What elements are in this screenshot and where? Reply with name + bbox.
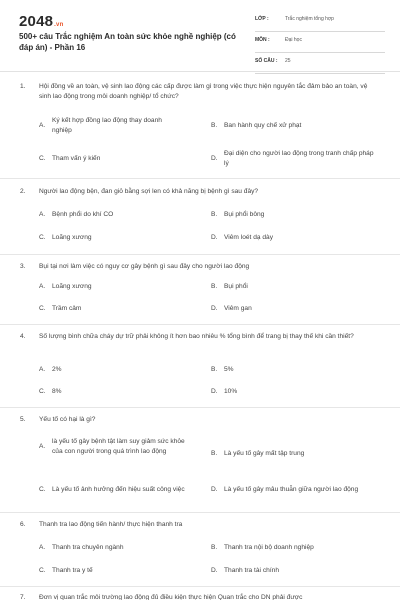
option-d[interactable] bbox=[211, 566, 374, 576]
meta-row-subject bbox=[255, 35, 385, 53]
option-text: Loãng xương bbox=[52, 234, 92, 241]
question-divider bbox=[0, 586, 400, 587]
option-text: Thanh tra tài chính bbox=[224, 567, 279, 574]
option-letter: D. bbox=[211, 486, 218, 493]
option-b[interactable] bbox=[211, 449, 374, 459]
option-text: Là yếu tố gây mâu thuẫn giữa người lao động bbox=[224, 486, 359, 493]
option-letter: C. bbox=[39, 234, 46, 241]
option-a[interactable] bbox=[39, 365, 172, 375]
option-letter: C. bbox=[39, 486, 46, 493]
question-number: 7. bbox=[20, 594, 26, 600]
question-body: Bụi tại nơi làm việc có nguy cơ gây bệnh gì sau đây cho người lao động bbox=[39, 263, 250, 270]
question-number: 3. bbox=[20, 263, 26, 270]
option-text: là yếu tố gây bệnh tật làm suy giảm sức khỏe của con người trong quá trình lao động bbox=[52, 438, 185, 455]
meta-count-value: 25 bbox=[285, 58, 291, 64]
option-d[interactable] bbox=[211, 304, 374, 314]
option-text: Là yếu tố ảnh hưởng đến hiệu suất công việc bbox=[52, 486, 185, 493]
option-text: Trầm cảm bbox=[52, 305, 82, 312]
option-a[interactable] bbox=[39, 437, 187, 457]
option-letter: A. bbox=[39, 122, 46, 129]
option-c[interactable] bbox=[39, 387, 172, 397]
option-d[interactable] bbox=[211, 233, 374, 243]
option-text: Thanh tra y tế bbox=[52, 567, 93, 574]
question-text bbox=[20, 262, 390, 272]
question-body: Thanh tra lao động tiến hành/ thực hiện thanh tra bbox=[39, 521, 183, 528]
option-letter: B. bbox=[211, 283, 218, 290]
option-text: Thanh tra nội bộ doanh nghiệp bbox=[224, 544, 314, 551]
option-text: Bụi phổi bông bbox=[224, 211, 265, 218]
option-letter: D. bbox=[211, 155, 218, 162]
question-divider bbox=[0, 512, 400, 513]
option-d[interactable] bbox=[211, 485, 374, 495]
option-b[interactable] bbox=[211, 121, 374, 131]
option-letter: D. bbox=[211, 305, 218, 312]
option-letter: C. bbox=[39, 567, 46, 574]
meta-class-label: LỚP : bbox=[255, 16, 269, 22]
meta-row-class bbox=[255, 14, 385, 32]
question-text bbox=[20, 82, 390, 102]
site-logo[interactable] bbox=[19, 13, 63, 30]
meta-subject-label: MÔN : bbox=[255, 37, 270, 43]
option-a[interactable] bbox=[39, 282, 172, 292]
option-b[interactable] bbox=[211, 210, 374, 220]
option-letter: A. bbox=[39, 283, 46, 290]
option-letter: A. bbox=[39, 443, 46, 450]
option-text: 10% bbox=[224, 388, 238, 395]
logo-suffix: .vn bbox=[54, 22, 64, 28]
option-c[interactable] bbox=[39, 304, 172, 314]
option-letter: B. bbox=[211, 366, 218, 373]
option-text: Ban hành quy chế xử phạt bbox=[224, 122, 302, 129]
question-7 bbox=[20, 593, 390, 600]
option-c[interactable] bbox=[39, 154, 172, 164]
option-text: Thanh tra chuyên ngành bbox=[52, 544, 124, 551]
option-text: 8% bbox=[52, 388, 62, 395]
option-letter: B. bbox=[211, 122, 218, 129]
option-letter: C. bbox=[39, 155, 46, 162]
option-text: 2% bbox=[52, 366, 62, 373]
question-2 bbox=[20, 187, 390, 197]
meta-count-label: SỐ CÂU : bbox=[255, 58, 278, 64]
question-body: Hội đồng về an toàn, vệ sinh lao động các cấp được làm gì trong việc thực hiện nguyên tắc đảm bảo an toàn, vệ sinh lao động trong môi doanh nghiệp/ tổ chức? bbox=[39, 83, 368, 100]
question-text bbox=[20, 187, 390, 197]
option-text: Là yếu tố gây mất tập trung bbox=[224, 450, 305, 457]
question-number: 5. bbox=[20, 416, 26, 423]
option-d[interactable] bbox=[211, 387, 374, 397]
option-text: Ký kết hợp đồng lao động thay doanh nghiệp bbox=[52, 117, 162, 134]
option-text: Tham vấn ý kiến bbox=[52, 155, 101, 162]
option-c[interactable] bbox=[39, 566, 172, 576]
option-text: Bệnh phổi do khí CO bbox=[52, 211, 114, 218]
header-divider bbox=[0, 71, 400, 72]
question-body: Yếu tố có hại là gì? bbox=[39, 416, 96, 423]
question-body: Người lao động bện, đan giỏ bằng sợi len có khả năng bị bệnh gì sau đây? bbox=[39, 188, 259, 195]
option-a[interactable] bbox=[39, 116, 172, 136]
option-b[interactable] bbox=[211, 543, 374, 553]
option-letter: A. bbox=[39, 544, 46, 551]
question-divider bbox=[0, 324, 400, 325]
option-letter: B. bbox=[211, 211, 218, 218]
option-b[interactable] bbox=[211, 365, 374, 375]
option-letter: D. bbox=[211, 567, 218, 574]
option-letter: D. bbox=[211, 388, 218, 395]
option-text: Bụi phổi bbox=[224, 283, 248, 290]
option-letter: B. bbox=[211, 544, 218, 551]
meta-subject-value[interactable]: Đại học bbox=[285, 37, 302, 43]
option-a[interactable] bbox=[39, 210, 172, 220]
question-text bbox=[20, 520, 390, 530]
question-text bbox=[20, 593, 390, 600]
question-body: Đơn vị quan trắc môi trường lao động đủ điều kiện thực hiện Quan trắc cho DN phải được bbox=[39, 594, 303, 600]
page-header bbox=[0, 0, 400, 72]
option-c[interactable] bbox=[39, 485, 187, 495]
question-text bbox=[20, 332, 390, 342]
option-b[interactable] bbox=[211, 282, 374, 292]
question-divider bbox=[0, 407, 400, 408]
option-text: Viêm gan bbox=[224, 305, 252, 312]
option-c[interactable] bbox=[39, 233, 172, 243]
option-letter: A. bbox=[39, 366, 46, 373]
question-4 bbox=[20, 332, 390, 342]
question-text bbox=[20, 415, 390, 425]
page-title: 500+ câu Trắc nghiệm An toàn sức khỏe nghề nghiệp (có đáp án) - Phần 16 bbox=[19, 32, 236, 52]
option-letter: D. bbox=[211, 234, 218, 241]
option-letter: A. bbox=[39, 211, 46, 218]
option-letter: C. bbox=[39, 388, 46, 395]
question-number: 1. bbox=[20, 83, 26, 90]
question-5 bbox=[20, 415, 390, 425]
option-text: 5% bbox=[224, 366, 234, 373]
quiz-meta bbox=[255, 14, 385, 77]
question-number: 4. bbox=[20, 333, 26, 340]
option-letter: B. bbox=[211, 450, 218, 457]
question-6 bbox=[20, 520, 390, 530]
question-number: 2. bbox=[20, 188, 26, 195]
question-1 bbox=[20, 82, 390, 102]
question-number: 6. bbox=[20, 521, 26, 528]
question-3 bbox=[20, 262, 390, 272]
option-d[interactable] bbox=[211, 149, 374, 169]
question-divider bbox=[0, 254, 400, 255]
option-a[interactable] bbox=[39, 543, 172, 553]
option-text: Đại diện cho người lao động trong tranh chấp pháp lý bbox=[224, 150, 374, 167]
option-text: Viêm loét dạ dày bbox=[224, 234, 273, 241]
meta-class-value[interactable]: Trắc nghiệm tổng hợp bbox=[285, 16, 334, 22]
option-text: Loãng xương bbox=[52, 283, 92, 290]
question-body: Số lượng bình chữa cháy dự trữ phải không ít hơn bao nhiêu % tổng bình để trang bị thay thế khi cần thiết? bbox=[39, 333, 354, 340]
logo-text: 2048 bbox=[19, 13, 54, 30]
option-letter: C. bbox=[39, 305, 46, 312]
question-divider bbox=[0, 178, 400, 179]
